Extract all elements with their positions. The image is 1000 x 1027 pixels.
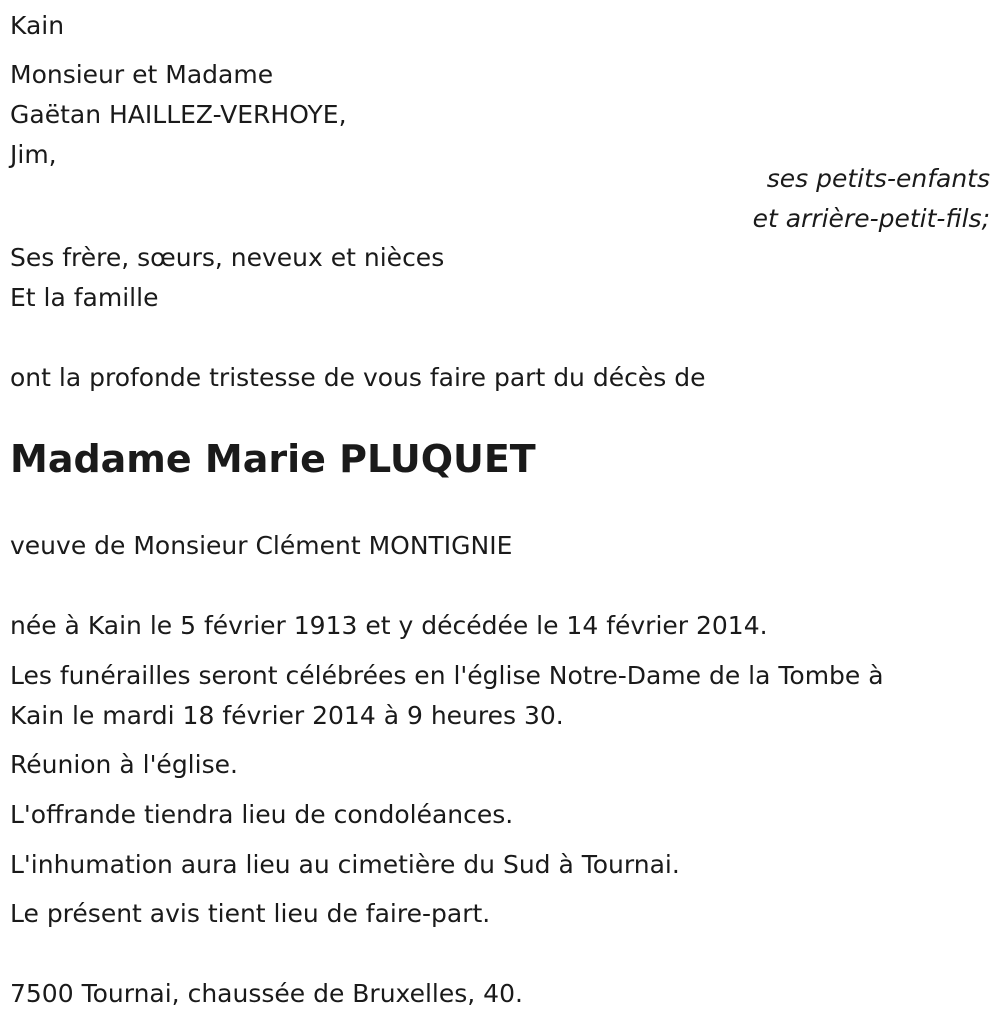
deceased-name: Madame Marie PLUQUET [10,437,536,481]
family-line-3: Jim, [10,140,57,169]
address-text: 7500 Tournai, chaussée de Bruxelles, 40. [10,979,523,1008]
place-heading: Kain [10,11,65,40]
funeral-line-1: Les funérailles seront célébrées en l'église Notre-Dame de la Tombe à [10,661,884,690]
funeral-line-2: Kain le mardi 18 février 2014 à 9 heures 30. [10,701,564,730]
notice-text: Le présent avis tient lieu de faire-part. [10,899,491,928]
announcement-text: ont la profonde tristesse de vous faire part du décès de [10,363,706,392]
offering-text: L'offrande tiendra lieu de condoléances. [10,800,514,829]
family-relation-2: et arrière-petit-fils; [752,204,990,233]
family-line-2: Gaëtan HAILLEZ-VERHOYE, [10,100,347,129]
meeting-text: Réunion à l'église. [10,750,238,779]
family-relation-1: ses petits-enfants [766,164,990,193]
widow-of-text: veuve de Monsieur Clément MONTIGNIE [10,531,513,560]
burial-text: L'inhumation aura lieu au cimetière du Sud à Tournai. [10,850,680,879]
relatives-line-1: Ses frère, sœurs, neveux et nièces [10,243,445,272]
family-line-1: Monsieur et Madame [10,60,274,89]
birth-death-text: née à Kain le 5 février 1913 et y décédée le 14 février 2014. [10,611,768,640]
relatives-line-2: Et la famille [10,283,159,312]
